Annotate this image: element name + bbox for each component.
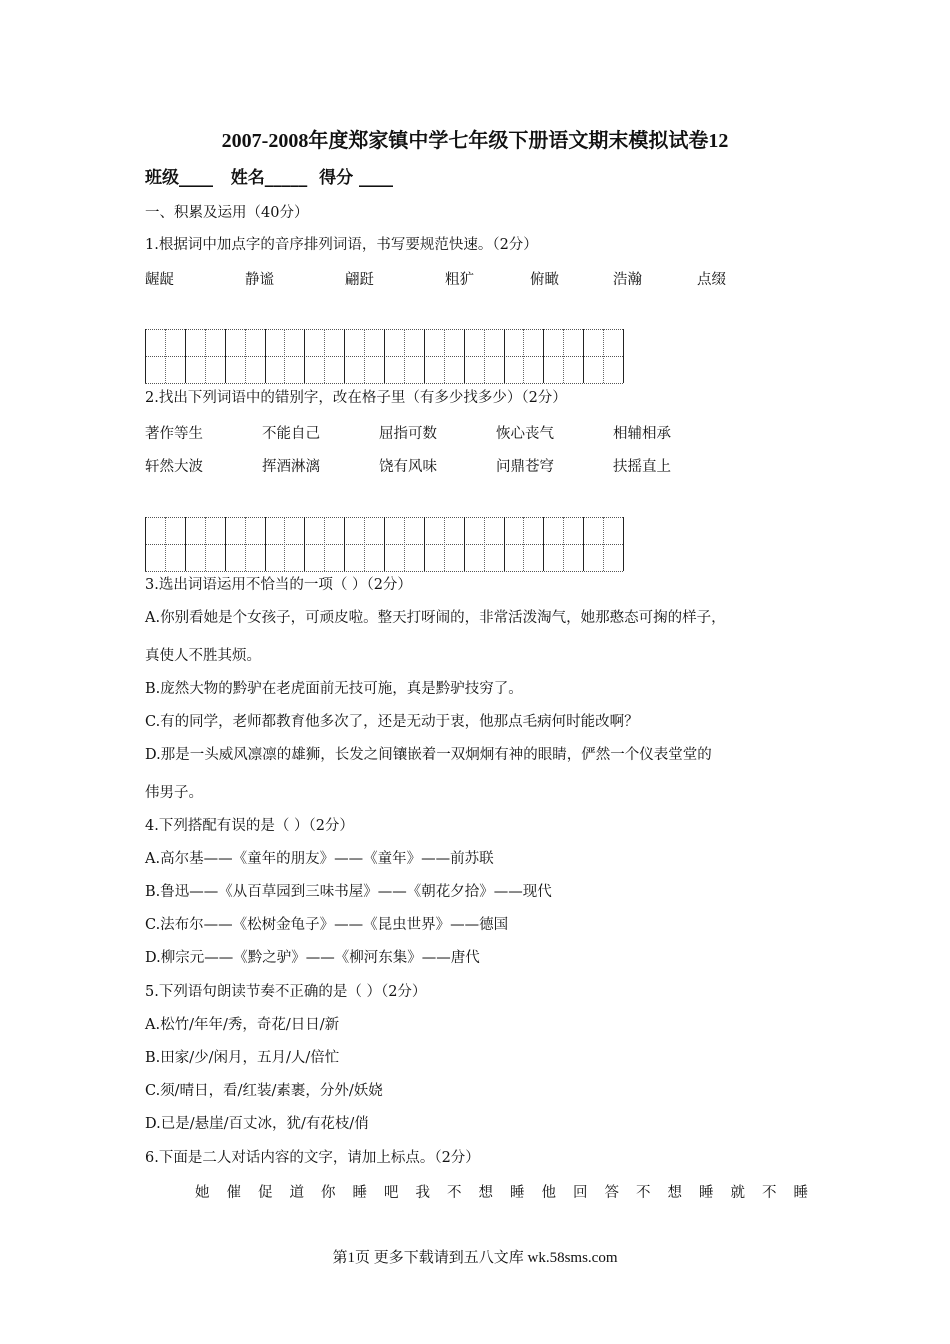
grid-column-line — [623, 329, 624, 383]
grid-column-line — [444, 329, 445, 383]
dialogue-char: 不 — [447, 1185, 462, 1201]
word-item: 静谧 — [245, 272, 274, 288]
grid-column-line — [484, 517, 485, 571]
question-2-row-1 — [145, 422, 845, 442]
dialogue-char: 促 — [258, 1185, 273, 1201]
question-2-prompt: 2.找出下列词语中的错别字，改在格子里（有多少找多少）（2分） — [145, 390, 567, 406]
dialogue-char: 他 — [541, 1185, 556, 1201]
grid-column-line — [484, 329, 485, 383]
question-1-words — [145, 268, 845, 288]
grid-column-line — [424, 517, 425, 571]
grid-column-line — [245, 517, 246, 571]
page-title: 2007-2008年度郑家镇中学七年级下册语文期末模拟试卷12 — [221, 130, 729, 152]
grid-column-line — [165, 517, 166, 571]
answer-grid-2[interactable] — [145, 517, 623, 571]
dialogue-char: 你 — [321, 1185, 336, 1201]
option-a-line-1: A.你别看她是个女孩子，可顽皮啦。整天打呀闹的，非常活泼淘气，她那憨态可掬的样子， — [145, 610, 726, 626]
grid-column-line — [563, 517, 564, 571]
dialogue-char: 道 — [289, 1185, 304, 1201]
grid-column-line — [245, 329, 246, 383]
grid-column-line — [145, 329, 146, 383]
dialogue-char: 不 — [636, 1185, 651, 1201]
section-heading: 一、积累及运用（40分） — [145, 205, 309, 221]
grid-column-line — [344, 329, 345, 383]
dialogue-char: 她 — [195, 1185, 210, 1201]
grid-column-line — [384, 517, 385, 571]
grid-column-line — [603, 329, 604, 383]
word-item: 屈指可数 — [379, 426, 437, 442]
dialogue-char: 回 — [573, 1185, 588, 1201]
word-item: 饶有风味 — [379, 459, 437, 475]
grid-column-line — [583, 517, 584, 571]
question-3-prompt: 3.选出词语运用不恰当的一项（ ）（2分） — [145, 577, 412, 593]
option-a-line-2: 真使人不胜其烦。 — [145, 648, 261, 664]
grid-column-line — [504, 329, 505, 383]
grid-column-line — [344, 517, 345, 571]
answer-grid-1[interactable] — [145, 329, 623, 383]
option-d-line-1: D.那是一头威风凛凛的雄狮，长发之间镶嵌着一双炯炯有神的眼睛，俨然一个仪表堂堂的 — [145, 747, 712, 763]
option-b: B.庞然大物的黔驴在老虎面前无技可施，真是黔驴技穷了。 — [145, 681, 523, 697]
grid-column-line — [444, 517, 445, 571]
question-1-prompt: 1.根据词中加点字的音序排列词语，书写要规范快速。（2分） — [145, 237, 538, 253]
grid-column-line — [464, 329, 465, 383]
word-item: 点缀 — [697, 272, 726, 288]
grid-column-line — [304, 517, 305, 571]
option-a: A.高尔基——《童年的朋友》——《童年》——前苏联 — [145, 851, 494, 867]
grid-column-line — [145, 517, 146, 571]
grid-column-line — [225, 517, 226, 571]
grid-column-line — [185, 329, 186, 383]
grid-column-line — [623, 517, 624, 571]
word-item: 龌龊 — [145, 272, 174, 288]
question-5-prompt: 5.下列语句朗读节奏不正确的是（ ）（2分） — [145, 984, 427, 1000]
grid-column-line — [284, 329, 285, 383]
grid-column-line — [324, 517, 325, 571]
grid-column-line — [304, 329, 305, 383]
question-2-row-2 — [145, 455, 845, 475]
dialogue-char: 睡 — [510, 1185, 525, 1201]
word-item: 相辅相承 — [613, 426, 671, 442]
option-d-line-2: 伟男子。 — [145, 785, 203, 801]
grid-column-line — [205, 329, 206, 383]
word-item: 轩然大波 — [145, 459, 203, 475]
option-a: A.松竹/年年/秀，奇花/日日/新 — [145, 1017, 340, 1033]
option-c: C.有的同学，老师都教育他多次了，还是无动于衷，他那点毛病何时能改啊？ — [145, 714, 639, 730]
dialogue-char: 想 — [667, 1185, 682, 1201]
word-item: 俯瞰 — [530, 272, 559, 288]
grid-column-line — [225, 329, 226, 383]
dialogue-char: 睡 — [352, 1185, 367, 1201]
grid-column-line — [603, 517, 604, 571]
option-b: B.田家/少/闲月，五月/人/倍忙 — [145, 1050, 340, 1066]
word-item: 粗犷 — [445, 272, 474, 288]
grid-column-line — [324, 329, 325, 383]
grid-column-line — [165, 329, 166, 383]
grid-column-line — [543, 329, 544, 383]
grid-row-line — [145, 383, 623, 384]
grid-column-line — [424, 329, 425, 383]
grid-column-line — [364, 329, 365, 383]
dialogue-char: 就 — [730, 1185, 745, 1201]
dialogue-char: 睡 — [793, 1185, 808, 1201]
dialogue-char: 睡 — [699, 1185, 714, 1201]
word-item: 挥酒淋漓 — [262, 459, 320, 475]
word-item: 扶摇直上 — [613, 459, 671, 475]
grid-column-line — [583, 329, 584, 383]
word-item: 恢心丧气 — [496, 426, 554, 442]
grid-column-line — [265, 329, 266, 383]
option-c: C.须/晴日，看/红装/素裹，分外/妖娆 — [145, 1083, 383, 1099]
dialogue-char: 我 — [415, 1185, 430, 1201]
grid-column-line — [265, 517, 266, 571]
dialogue-char: 催 — [226, 1185, 241, 1201]
grid-column-line — [563, 329, 564, 383]
option-d: D.柳宗元——《黔之驴》——《柳河东集》——唐代 — [145, 950, 480, 966]
grid-column-line — [364, 517, 365, 571]
dialogue-char: 答 — [604, 1185, 619, 1201]
grid-column-line — [205, 517, 206, 571]
grid-column-line — [523, 517, 524, 571]
word-item: 不能自己 — [262, 426, 320, 442]
dialogue-char: 想 — [478, 1185, 493, 1201]
page-footer: 第1页 更多下载请到五八文库 wk.58sms.com — [332, 1250, 618, 1266]
question-6-prompt: 6.下面是二人对话内容的文字，请加上标点。（2分） — [145, 1150, 480, 1166]
student-info-line: 班级____ 姓名_____ 得分 ____ — [145, 168, 394, 188]
dialogue-char: 吧 — [384, 1185, 399, 1201]
grid-column-line — [284, 517, 285, 571]
grid-column-line — [185, 517, 186, 571]
grid-column-line — [543, 517, 544, 571]
option-c: C.法布尔——《松树金龟子》——《昆虫世界》——德国 — [145, 917, 509, 933]
grid-column-line — [464, 517, 465, 571]
word-item: 著作等生 — [145, 426, 203, 442]
grid-row-line — [145, 571, 623, 572]
grid-column-line — [404, 517, 405, 571]
grid-column-line — [523, 329, 524, 383]
word-item: 翩跹 — [345, 272, 374, 288]
grid-column-line — [404, 329, 405, 383]
word-item: 问鼎苍穹 — [496, 459, 554, 475]
grid-column-line — [384, 329, 385, 383]
word-item: 浩瀚 — [613, 272, 642, 288]
grid-column-line — [504, 517, 505, 571]
option-b: B.鲁迅——《从百草园到三味书屋》——《朝花夕拾》——现代 — [145, 884, 552, 900]
dialogue-text — [145, 1181, 845, 1201]
dialogue-char: 不 — [762, 1185, 777, 1201]
question-4-prompt: 4.下列搭配有误的是（ ）（2分） — [145, 818, 354, 834]
option-d: D.已是/悬崖/百丈冰，犹/有花枝/俏 — [145, 1116, 369, 1132]
